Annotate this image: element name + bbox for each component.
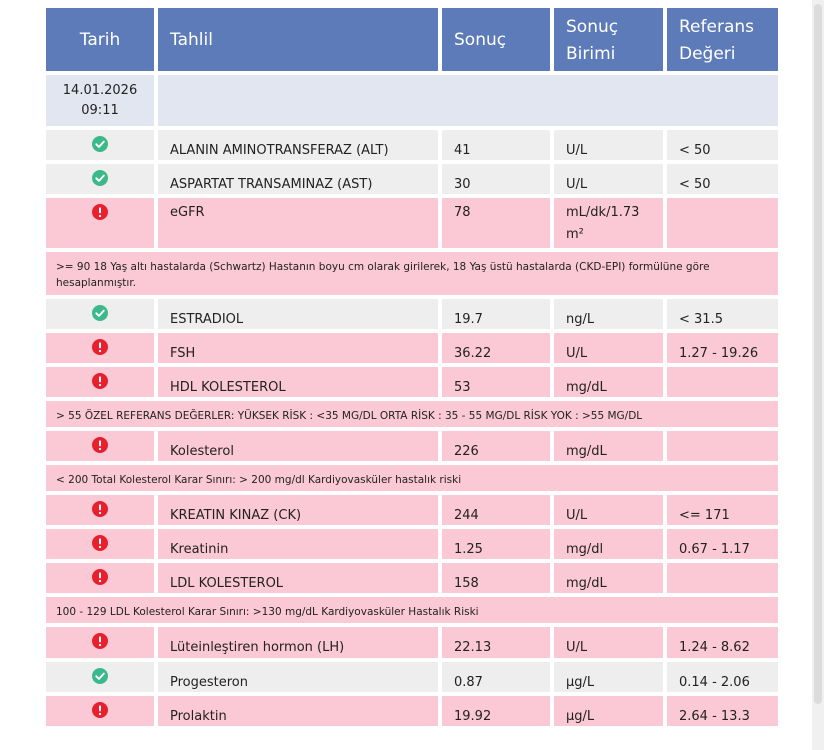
test-name: Lüteinleştiren hormon (LH)	[158, 627, 438, 658]
date-row-fill	[158, 75, 778, 126]
header-birim-line1: Sonuç	[566, 16, 619, 37]
table-row	[46, 662, 778, 692]
kolesterol-note: < 200 Total Kolesterol Karar Sınırı: > 200 mg/dl Kardiyovasküler hastalık riski	[46, 465, 778, 491]
exclamation-circle-icon	[92, 339, 108, 363]
check-circle-icon	[92, 668, 108, 692]
result-unit: µg/L	[554, 662, 663, 692]
header-birim-line2: Birimi	[566, 43, 616, 64]
date-value: 14.01.2026	[62, 82, 138, 98]
hdl-note: > 55 ÖZEL REFERANS DEĞERLER: YÜKSEK RİSK : <35 MG/DL ORTA RİSK : 35 - 55 MG/DL RİSK YOK : >55 MG/DL	[46, 401, 778, 427]
ldl-note: 100 - 129 LDL Kolesterol Karar Sınırı: >130 mg/dL Kardiyovasküler Hastalık Riski	[46, 597, 778, 623]
status-cell	[46, 529, 154, 559]
result-unit: ng/L	[554, 299, 663, 329]
reference-value: < 50	[667, 130, 778, 160]
reference-value: < 50	[667, 164, 778, 194]
time-value: 09:11	[81, 102, 119, 118]
result-unit: U/L	[554, 495, 663, 525]
exclamation-circle-icon	[92, 501, 108, 525]
reference-value: 0.67 - 1.17	[667, 529, 778, 559]
table-row	[46, 627, 778, 658]
reference-value	[667, 198, 778, 248]
reference-value: 2.64 - 13.3	[667, 696, 778, 726]
test-name: ASPARTAT TRANSAMINAZ (AST)	[158, 164, 438, 194]
result-unit: mL/dk/1.73 m²	[554, 198, 663, 248]
result-unit: U/L	[554, 333, 663, 363]
result-value: 19.7	[442, 299, 550, 329]
test-name: Prolaktin	[158, 696, 438, 726]
reference-value: 0.14 - 2.06	[667, 662, 778, 692]
table-row	[46, 563, 778, 593]
table-row	[46, 495, 778, 525]
exclamation-circle-icon	[92, 702, 108, 726]
exclamation-circle-icon	[92, 569, 108, 593]
status-cell	[46, 627, 154, 658]
result-value: 0.87	[442, 662, 550, 692]
status-cell	[46, 333, 154, 363]
status-cell	[46, 662, 154, 692]
exclamation-circle-icon	[92, 437, 108, 461]
check-circle-icon	[92, 136, 108, 160]
date-cell	[46, 75, 154, 126]
status-cell	[46, 299, 154, 329]
result-value: 1.25	[442, 529, 550, 559]
reference-value: <= 171	[667, 495, 778, 525]
status-cell	[46, 367, 154, 397]
test-name: Progesteron	[158, 662, 438, 692]
status-cell	[46, 563, 154, 593]
check-circle-icon	[92, 305, 108, 329]
status-cell	[46, 164, 154, 194]
table-row	[46, 333, 778, 363]
scrollbar[interactable]	[812, 0, 824, 750]
table-row	[46, 299, 778, 329]
status-cell	[46, 130, 154, 160]
reference-value	[667, 563, 778, 593]
header-birim	[554, 8, 663, 71]
result-unit: mg/dl	[554, 529, 663, 559]
test-name: KREATIN KINAZ (CK)	[158, 495, 438, 525]
result-unit: µg/L	[554, 696, 663, 726]
table-row	[46, 696, 778, 726]
test-name: eGFR	[158, 198, 438, 248]
test-name: ALANIN AMINOTRANSFERAZ (ALT)	[158, 130, 438, 160]
status-cell	[46, 198, 154, 248]
reference-value: 1.27 - 19.26	[667, 333, 778, 363]
result-value: 22.13	[442, 627, 550, 658]
exclamation-circle-icon	[92, 373, 108, 397]
status-cell	[46, 696, 154, 726]
scrollbar-thumb[interactable]	[814, 4, 822, 704]
result-value: 158	[442, 563, 550, 593]
result-value: 244	[442, 495, 550, 525]
table-row	[46, 529, 778, 559]
header-ref-line2: Değeri	[679, 43, 736, 64]
result-value: 41	[442, 130, 550, 160]
result-unit: U/L	[554, 164, 663, 194]
table-header	[46, 8, 778, 71]
status-cell	[46, 431, 154, 461]
table-row	[46, 367, 778, 397]
reference-value	[667, 367, 778, 397]
result-value: 30	[442, 164, 550, 194]
exclamation-circle-icon	[92, 204, 108, 248]
header-sonuc: Sonuç	[442, 8, 550, 71]
reference-value: 1.24 - 8.62	[667, 627, 778, 658]
test-name: ESTRADIOL	[158, 299, 438, 329]
test-name: LDL KOLESTEROL	[158, 563, 438, 593]
exclamation-circle-icon	[92, 633, 108, 658]
result-value: 19.92	[442, 696, 550, 726]
egfr-note: >= 90 18 Yaş altı hastalarda (Schwartz) Hastanın boyu cm olarak girilerek, 18 Yaş üstü hastalarda (CKD-EPI) formülüne göre hesaplanmıştır.	[46, 252, 778, 295]
table-row	[46, 164, 778, 194]
test-name: HDL KOLESTEROL	[158, 367, 438, 397]
result-unit: mg/dL	[554, 563, 663, 593]
header-tahlil: Tahlil	[158, 8, 438, 71]
header-ref-line1: Referans	[679, 16, 754, 37]
check-circle-icon	[92, 170, 108, 194]
header-tarih: Tarih	[46, 8, 154, 71]
test-name: Kreatinin	[158, 529, 438, 559]
header-referans	[667, 8, 778, 71]
test-name: FSH	[158, 333, 438, 363]
result-value: 226	[442, 431, 550, 461]
result-value: 78	[442, 198, 550, 248]
reference-value	[667, 431, 778, 461]
status-cell	[46, 495, 154, 525]
table-row	[46, 431, 778, 461]
test-name: Kolesterol	[158, 431, 438, 461]
result-unit: U/L	[554, 627, 663, 658]
reference-value: < 31.5	[667, 299, 778, 329]
table-row	[46, 198, 778, 248]
result-unit: mg/dL	[554, 367, 663, 397]
result-unit: U/L	[554, 130, 663, 160]
result-value: 53	[442, 367, 550, 397]
result-unit: mg/dL	[554, 431, 663, 461]
result-value: 36.22	[442, 333, 550, 363]
exclamation-circle-icon	[92, 535, 108, 559]
date-row	[46, 75, 778, 126]
table-row	[46, 130, 778, 160]
